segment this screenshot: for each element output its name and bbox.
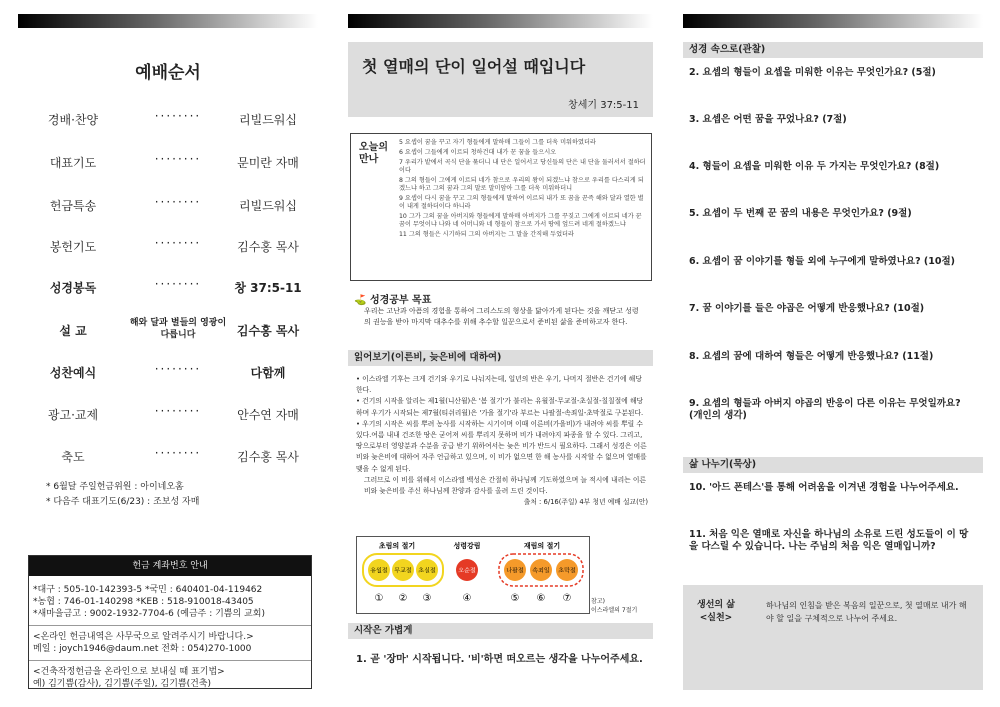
next-prayer-note: * 다음주 대표기도(6/23) : 조보성 자매 — [46, 497, 200, 507]
leader-dots: ········ — [154, 152, 202, 166]
question-11: 11. 처음 익은 열매로 자신을 하나님의 소유로 드린 성도들이 이 땅을 다스릴 수 있습니다. 나는 주님의 처음 익은 열매입니까? — [689, 529, 969, 552]
verse: 8 그의 형들이 그에게 이르되 네가 참으로 우리의 왕이 되겠느냐 참으로 우리를 다스리게 되겠느냐 하고 그의 꿈과 그의 말로 말미암아 그를 더욱 미워하더니 — [399, 176, 644, 192]
verse: 6 요셉이 그들에게 이르되 청하건대 내가 꾼 꿈을 들으시오 — [399, 148, 557, 156]
worship-item-name: 성경봉독 — [49, 281, 97, 295]
note-line: 참고) — [591, 598, 605, 605]
todays-manna-box — [350, 133, 652, 281]
pentecost-label: 성령강림 — [453, 542, 481, 550]
account-line: *농협 : 746-01-140298 *KEB : 518-910018-43405 — [33, 597, 254, 607]
feast-number-7: ⑦ — [562, 593, 572, 604]
worship-row — [18, 271, 318, 301]
feasts-note — [591, 597, 637, 615]
study-goal-heading — [354, 291, 431, 306]
header-gradient-bar — [18, 14, 318, 28]
feast-label-3: 초실절 — [418, 567, 436, 575]
todays-manna-label — [359, 142, 388, 166]
feast-number-3: ③ — [422, 593, 432, 604]
feast-number-4: ④ — [462, 593, 472, 604]
feast-label-2: 무교절 — [394, 567, 412, 575]
question-8: 8. 요셉의 꿈에 대하여 형들은 어떻게 반응했나요? (11절) — [689, 351, 934, 362]
verse: 7 우리가 밭에서 곡식 단을 묶더니 내 단은 일어서고 당신들의 단은 내 단을 둘러서서 절하더이다 — [399, 158, 646, 174]
worship-item-name: 경배·찬양 — [47, 113, 99, 127]
autumn-feasts-label: 재림의 절기 — [523, 542, 561, 550]
leader-dots: ········ — [154, 404, 202, 418]
seven-feasts-diagram — [356, 536, 590, 614]
offering-committee-note: * 6월달 주일헌금위원 : 아이네오홈 — [46, 482, 184, 492]
life-practice-text: 하나님의 인침을 받은 복음의 일꾼으로, 첫 열매로 내가 해야 할 일을 구체적으로 나누어 주세요. — [766, 601, 967, 623]
verse-list — [399, 139, 647, 241]
verse: 10 그가 그의 꿈을 아버지와 형들에게 말하매 아버지가 그를 꾸짖고 그에게 이르되 네가 꾼 꿈이 무엇이냐 나와 네 어머니와 네 형들이 참으로 가서 땅에 엎드려 네게 절하겠느냐 — [399, 212, 642, 229]
sermon-title-box — [348, 42, 653, 117]
leader-dots: ········ — [154, 446, 202, 460]
worship-item-leader: 창 37:5-11 — [234, 281, 302, 295]
worship-row — [18, 314, 318, 344]
worship-item-leader: 리빌드워십 — [239, 199, 297, 213]
study-goal-text: 우리는 고난과 아픔의 경험을 통하여 그리스도의 형상을 닮아가게 된다는 것을 깨닫고 성령의 권능을 받아 마지막 대추수를 위해 추수할 일꾼으로서 준비된 삶을 준비하고자 한다. — [364, 307, 639, 326]
note-line: 이스라엘의 7절기 — [591, 607, 638, 614]
header-gradient-bar — [683, 14, 983, 28]
feast-number-5: ⑤ — [510, 593, 520, 604]
worship-row — [18, 440, 318, 470]
reading-section-title: 읽어보기(이른비, 늦은비에 대하여) — [348, 350, 653, 366]
worship-notes — [46, 480, 199, 510]
reading-paragraph: • 건기의 시작을 알리는 제1월(니산월)은 '봄 절기'가 불리는 유월절-무교절-초실절-칠칠절에 해당하며 우기가 시작되는 제7월(티쉬리월)은 '가을 절기'라 부르는 나팔절-속죄일-초막절로 구분된다. — [356, 397, 644, 417]
question-2: 2. 요셉의 형들이 요셉을 미워한 이유는 무엇인가요? (5절) — [689, 67, 936, 78]
title-line: <실천> — [699, 613, 733, 623]
worship-row — [18, 356, 318, 386]
start-section-title: 시작은 가볍게 — [348, 623, 653, 639]
verse: 9 요셉이 다시 꿈을 꾸고 그의 형들에게 말하여 이르되 내가 또 꿈을 꾼즉 해와 달과 열한 별이 내게 절하더이다 하니라 — [399, 194, 644, 211]
worship-column — [18, 0, 318, 707]
study-column — [683, 0, 983, 707]
worship-item-leader: 리빌드워십 — [239, 113, 297, 127]
worship-row — [18, 230, 318, 260]
worship-row — [18, 398, 318, 428]
scripture-reference: 창세기 37:5-11 — [568, 100, 639, 111]
worship-item-leader: 다함께 — [250, 366, 286, 380]
worship-item-name: 광고·교제 — [47, 408, 99, 422]
reading-source: 출처 : 6/16(주일) 4부 청년 예배 설교(안) — [523, 498, 648, 507]
worship-row — [18, 189, 318, 219]
account-line: *새마을금고 : 9002-1932-7704-6 (예금주 : 기쁨의 교회) — [33, 609, 265, 619]
divider — [29, 625, 311, 626]
verse: 5 요셉이 꿈을 꾸고 자기 형들에게 말하매 그들이 그를 더욱 미워하였더라 — [399, 139, 596, 146]
reading-paragraph: • 우기의 시작은 씨를 뿌려 농사를 시작하는 시기이며 이때 이른비(가을비)가 내려야 씨를 뿌릴 수 있다.여름 내내 건조한 땅은 굳어져 씨를 뿌리지 못하며 비가 내려야지 파종을 할 수 있다. 그리고, 땅으로부터 영양분과 수분을 공급 받기 위하여서는 늦은 비가 반드시 필요하다. 그래서 성경은 이른비와 늦은비에 대하여 자주 언급하고 있으며, 이 비가 없으면 한 해 농사를 시작할 수 없으며 열매를 맺을 수 없게 된다. — [356, 419, 647, 473]
label-line: 오늘의 — [359, 142, 388, 153]
life-practice-title — [697, 599, 735, 625]
header-gradient-bar — [348, 14, 653, 28]
sermon-title-small: 해와 달과 별들의 영광이 다릅니다 — [129, 318, 227, 340]
question-10: 10. '아드 폰테스'를 통해 어려움을 이겨낸 경험을 나누어주세요. — [689, 482, 959, 493]
leader-dots: ········ — [154, 362, 202, 376]
account-line: *대구 : 505-10-142393-5 *국민 : 640401-04-119462 — [33, 585, 263, 595]
feast-number-6: ⑥ — [536, 593, 546, 604]
question-7: 7. 꿈 이야기를 들은 야곱은 어떻게 반응했나요? (10절) — [689, 303, 925, 314]
worship-row — [18, 103, 318, 133]
building-offering-example: 예) 김기쁨(감사), 김기쁨(주일), 김기쁨(건축) — [33, 679, 211, 689]
sermon-column — [348, 0, 658, 707]
verse: 11 그의 형들은 시기하되 그의 아버지는 그 말을 간직해 두었더라 — [399, 230, 575, 238]
question-9: 9. 요셉의 형들과 아버지 야곱의 반응이 다른 이유는 무엇일까요? (개인의 생각) — [689, 398, 961, 421]
worship-item-leader: 김수홍 목사 — [236, 324, 300, 338]
building-offering-title: <건축작정헌금을 온라인으로 보내실 때 표기법> — [33, 667, 225, 677]
worship-item-name: 봉헌기도 — [49, 240, 97, 254]
sermon-title: 첫 열매의 단이 일어설 때입니다 — [362, 57, 586, 76]
feast-label-1: 유월절 — [370, 567, 388, 575]
feast-number-1: ① — [374, 593, 384, 604]
feast-number-2: ② — [398, 593, 408, 604]
study-goal-title: 성경공부 목표 — [369, 295, 432, 306]
worship-item-name: 성찬예식 — [49, 366, 97, 380]
life-practice-box — [683, 585, 983, 690]
worship-item-leader: 문미란 자매 — [237, 156, 299, 170]
spring-feasts-label: 초림의 절기 — [378, 542, 416, 550]
leader-dots: ········ — [154, 236, 202, 250]
feast-label-5: 나팔절 — [506, 567, 524, 575]
reading-text — [356, 374, 648, 508]
online-offering-title: <온라인 헌금내역은 사무국으로 알려주시기 바랍니다.> — [33, 632, 254, 642]
leader-dots: ········ — [154, 109, 202, 123]
worship-item-name: 대표기도 — [49, 156, 97, 170]
question-5: 5. 요셉이 두 번째 꾼 꿈의 내용은 무엇인가요? (9절) — [689, 208, 912, 219]
plant-icon: ⛳ — [354, 295, 367, 306]
worship-item-leader: 안수연 자매 — [237, 408, 299, 422]
account-header: 헌금 계좌번호 안내 — [29, 556, 311, 576]
title-line: 생선의 삶 — [697, 600, 735, 610]
observation-section-title: 성경 속으로(관찰) — [683, 42, 983, 58]
worship-item-leader: 김수홍 목사 — [237, 240, 299, 254]
worship-item-name: 설 교 — [59, 324, 87, 338]
account-info-box — [28, 555, 312, 689]
feast-label-7: 초막절 — [558, 567, 576, 575]
question-6: 6. 요셉이 꿈 이야기를 형들 외에 누구에게 말하였나요? (10절) — [689, 256, 955, 267]
worship-order-title: 예배순서 — [135, 63, 201, 83]
worship-item-name: 헌금특송 — [49, 199, 97, 213]
feast-label-4: 오순절 — [458, 567, 476, 575]
label-line: 만나 — [359, 154, 379, 165]
online-offering-contact: 메일 : joych1946@daum.net 전화 : 054)270-1000 — [33, 644, 252, 654]
feast-label-6: 속죄일 — [532, 567, 550, 575]
reading-paragraph: 그러므로 이 비를 위해서 이스라엘 백성은 간절히 하나님께 기도하였으며 늘 적시에 내리는 이른비와 늦은비를 주신 하나님께 찬양과 감사를 올려 드린 것이다. — [364, 475, 646, 496]
reading-paragraph: • 이스라엘 기후는 크게 건기와 우기로 나눠지는데, 일년의 반은 우기, 나머지 절반은 건기에 해당한다. — [356, 375, 642, 395]
divider — [29, 660, 311, 661]
worship-row — [18, 146, 318, 176]
share-section-title: 삶 나누기(묵상) — [683, 457, 983, 473]
question-4: 4. 형들이 요셉을 미워한 이유 두 가지는 무엇인가요? (8절) — [689, 161, 940, 172]
question-1: 1. 곧 '장마' 시작됩니다. '비'하면 떠오르는 생각을 나누어주세요. — [356, 654, 643, 665]
feasts-svg — [357, 537, 589, 613]
question-3: 3. 요셉은 어떤 꿈을 꾸었나요? (7절) — [689, 114, 847, 125]
worship-item-leader: 김수홍 목사 — [237, 450, 299, 464]
worship-item-name: 축도 — [61, 450, 85, 464]
leader-dots: ········ — [154, 195, 202, 209]
leader-dots: ········ — [154, 277, 202, 291]
